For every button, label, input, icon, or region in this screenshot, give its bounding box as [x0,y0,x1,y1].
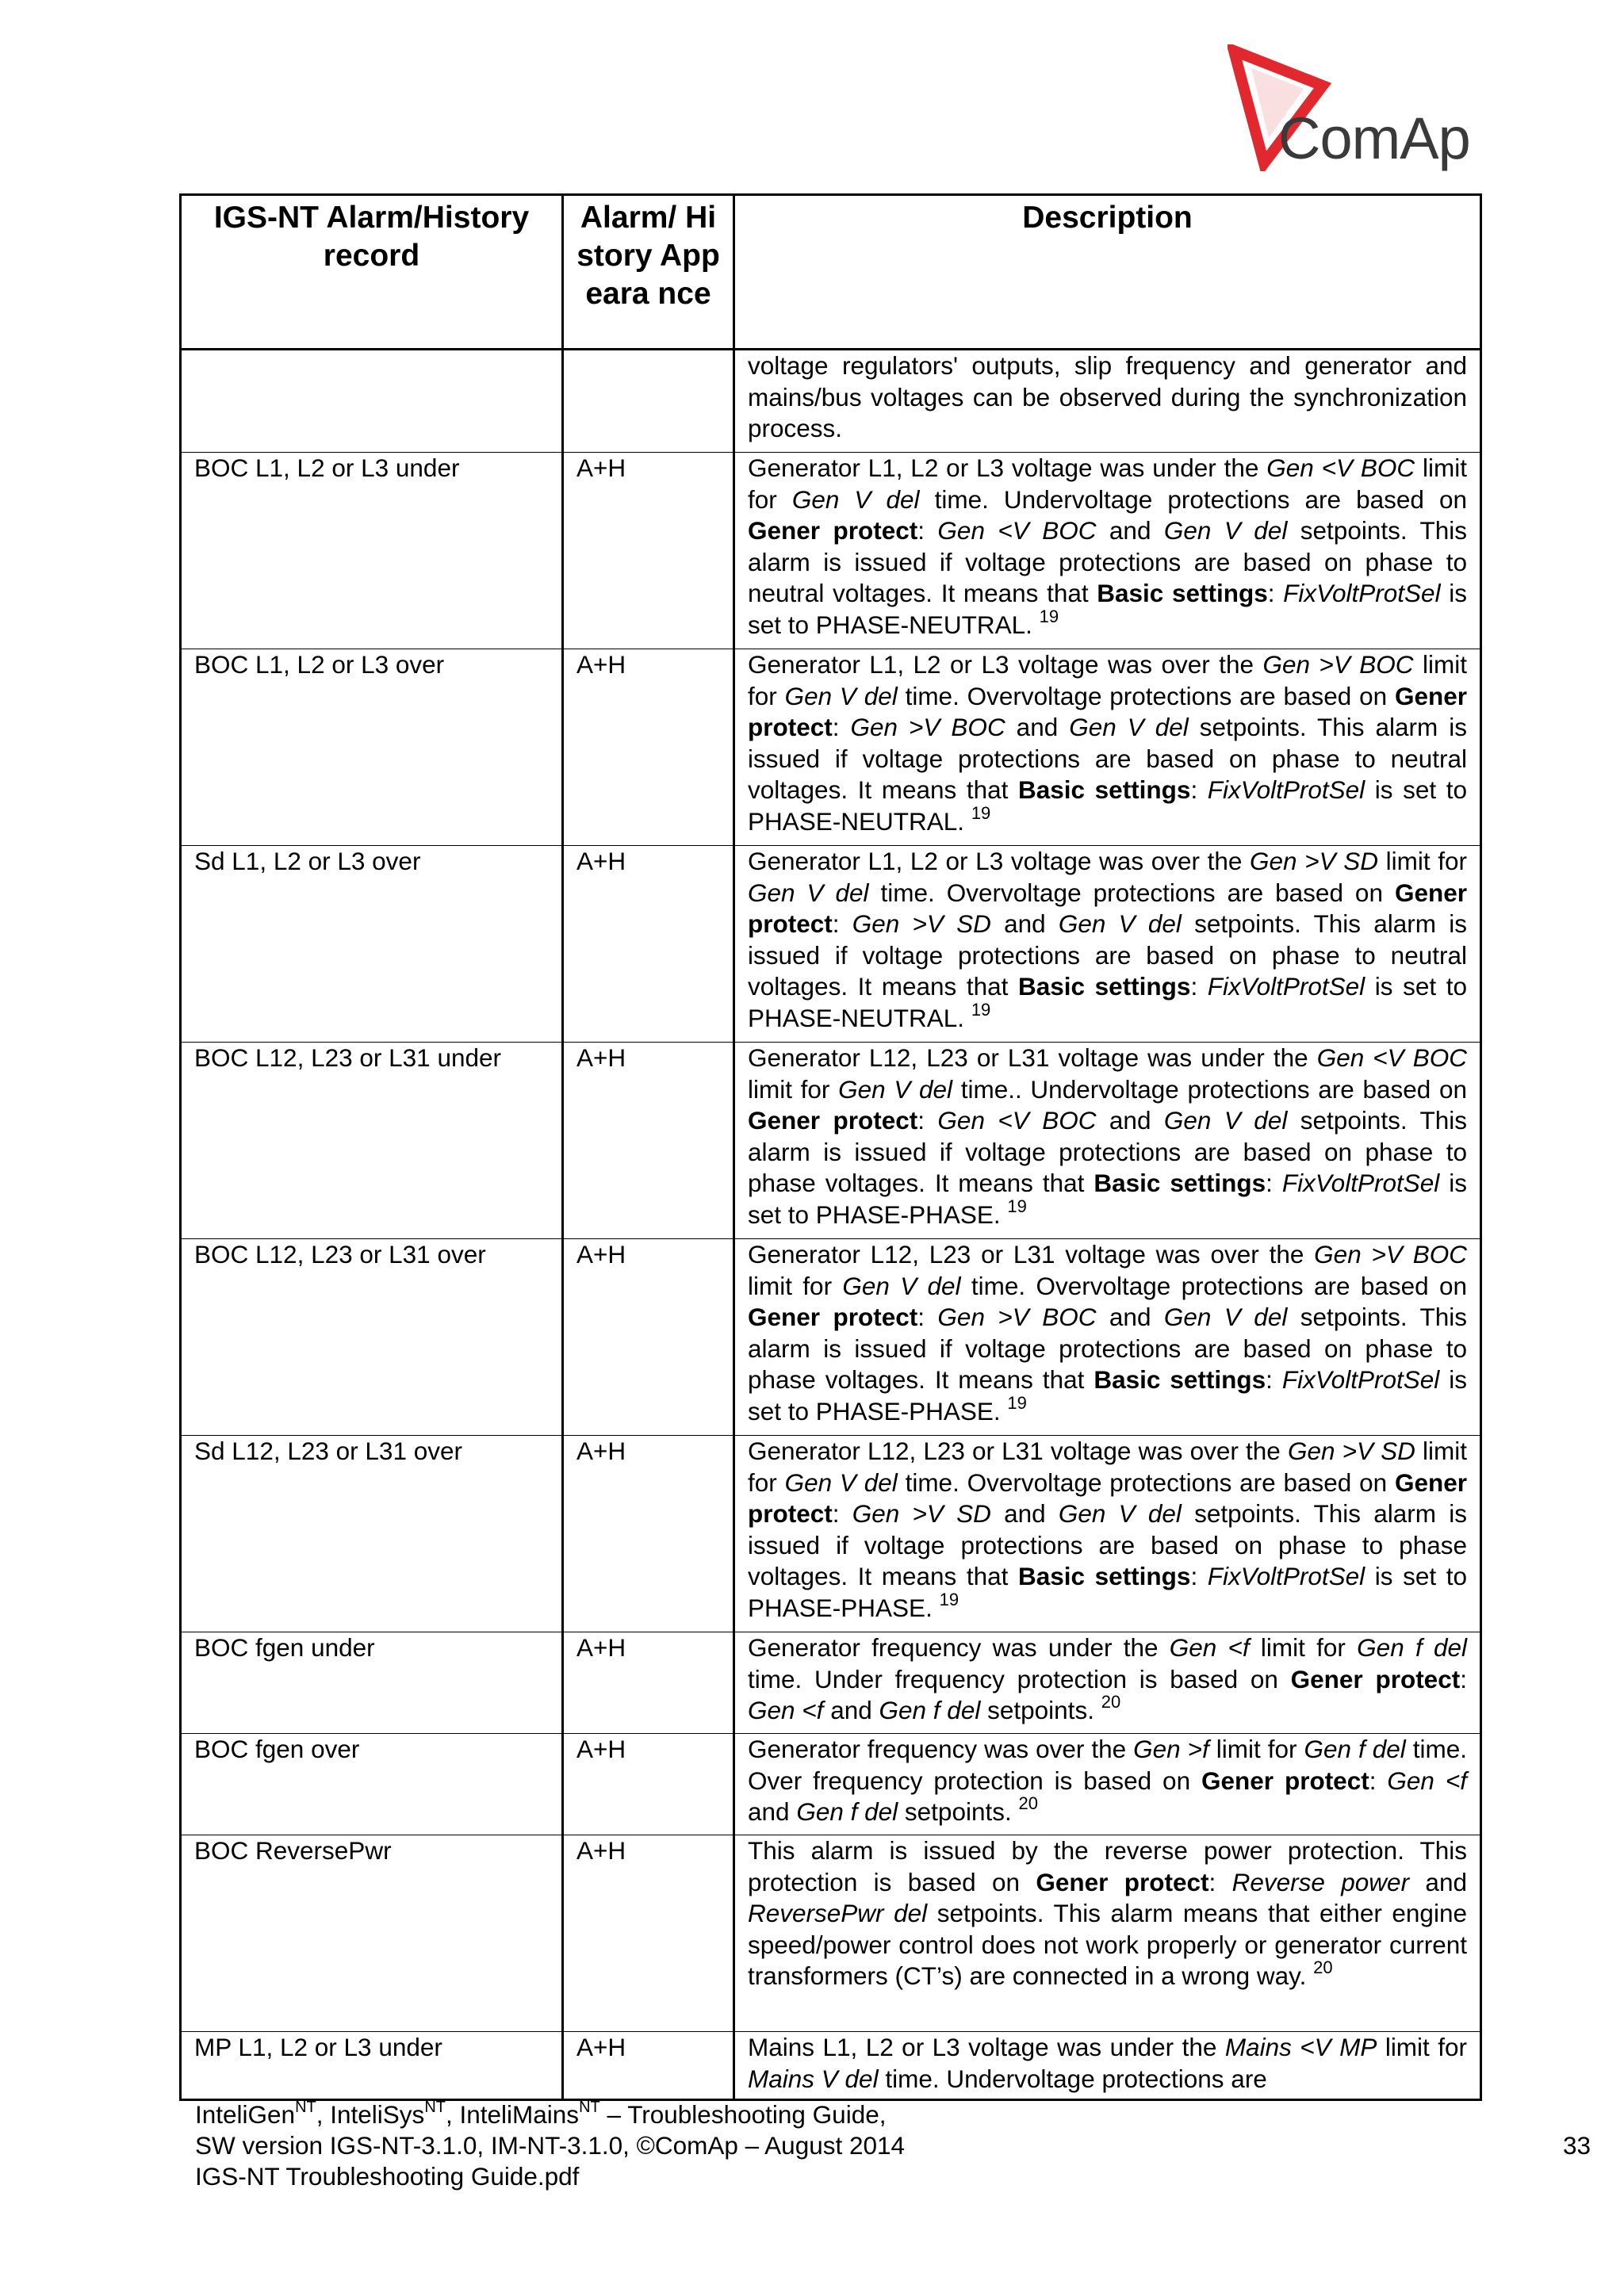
description-text: Generator L12, L23 or L31 voltage was over the [748,1240,1315,1269]
description-text: Gen >V BOC [937,1303,1097,1331]
footer-product-1: InteliGen [195,2100,296,2129]
description-text: Gen f del [879,1696,981,1724]
description-text: is set to PHASE-NEUTRAL. [748,972,1467,1032]
description-text: Gen V del [1163,1303,1288,1331]
description-cell [734,649,1481,846]
description-text: FixVoltProtSel [1207,775,1365,804]
description-text: FixVoltProtSel [1283,579,1441,607]
description-text: Gener protect [1290,1664,1461,1693]
page-number: 33 [1562,2131,1591,2160]
description-text: and [1409,1867,1467,1896]
description-text: Gen V del [784,681,898,710]
description-cell [734,453,1481,649]
appearance-cell: A+H [563,1239,734,1436]
table-row [181,1043,1481,1239]
description-text: setpoints. This alarm means that either engine speed/power control does not work properly or generator current transformers (CT’s) are connected in a wrong way. [748,1899,1467,1990]
record-cell: Sd L12, L23 or L31 over [181,1436,563,1632]
description-text: Generator frequency was over the [748,1735,1134,1763]
description-text: time. Under frequency protection is based on [748,1664,1291,1693]
description-text: time.. Undervoltage protections are based on [952,1074,1467,1104]
description-text: setpoints. [980,1696,1101,1724]
description-text: Reverse power [1231,1867,1410,1896]
description-text: Gen f del [1357,1633,1467,1662]
description-text: : [832,1499,852,1528]
appearance-cell: A+H [563,846,734,1043]
description-text: voltage regulators' outputs, slip frequency and generator and mains/bus voltages can be observed during the synchronization process. [748,351,1467,442]
description-text: Generator L1, L2 or L3 voltage was over the [748,847,1251,875]
description-text: FixVoltProtSel [1207,972,1365,1001]
description-cell [734,1835,1481,2032]
footnote-ref[interactable]: 19 [1007,1392,1027,1413]
description-text: Gen <V BOC [937,1106,1097,1135]
description-text: time. Undervoltage protections are [878,2064,1267,2093]
description-text: Basic settings [1097,579,1268,607]
description-text: setpoints. This alarm is issued if voltage protections are based on phase to neutral voltages. It means that [748,909,1467,1001]
description-text: limit for [748,650,1468,710]
footnote-ref[interactable]: 20 [1018,1793,1038,1813]
table-row [181,2032,1481,2100]
record-cell: BOC fgen over [181,1734,563,1835]
header-appearance: Alarm/ History Appeara nce [563,195,734,350]
description-text: : [1266,1169,1282,1197]
record-cell: MP L1, L2 or L3 under [181,2032,563,2100]
description-text: Gen V del [1058,909,1182,938]
appearance-cell: A+H [563,1436,734,1632]
header-description: Description [734,195,1481,350]
description-text: limit for [748,1271,843,1300]
table-row [181,1436,1481,1632]
description-text: limit for [1208,1735,1304,1763]
description-text: : [1190,775,1208,804]
description-text: Gen V del [791,484,920,514]
description-text: time. Overvoltage protections are based on [897,681,1395,710]
page-footer [195,2099,1591,2192]
description-cell [734,1436,1481,1632]
description-text: and [748,1797,797,1826]
description-text: Basic settings [1094,1169,1266,1197]
alarm-history-table [179,193,1482,2101]
description-text: setpoints. This alarm is issued if voltage protections are based on phase to neutral voltages. It means that [748,516,1467,607]
footer-guide-title: – Troubleshooting Guide, [599,2100,887,2129]
description-text: : [1190,1562,1208,1590]
appearance-cell: A+H [563,1734,734,1835]
description-text: : [1190,972,1208,1001]
description-text: setpoints. This alarm is issued if voltage protections are based on phase to phase voltages. It means that [748,1303,1467,1394]
description-text: Basic settings [1094,1365,1266,1394]
description-text: Gen <V BOC [1316,1043,1467,1072]
appearance-cell [563,350,734,453]
description-text: This alarm is issued by the reverse power protection. This protection is based on [748,1836,1467,1896]
description-text: Gen <V BOC [1266,453,1415,482]
appearance-cell: A+H [563,453,734,649]
footer-sup-1: NT [295,2099,316,2116]
description-text: time. Overvoltage protections are based on [960,1271,1467,1300]
table-row [181,1239,1481,1436]
description-text: and [1096,1303,1164,1331]
description-text: Mains <V MP [1224,2033,1377,2061]
description-text: Generator L1, L2 or L3 voltage was over the [748,650,1263,679]
description-text: time. Overvoltage protections are based on [897,1468,1395,1497]
record-cell: BOC L1, L2 or L3 over [181,649,563,846]
description-text: limit for [748,453,1467,514]
description-text: : [917,1303,938,1331]
description-cell [734,1734,1481,1835]
table-header-row [181,195,1481,350]
description-text: : [917,516,938,545]
description-text: FixVoltProtSel [1281,1365,1440,1394]
description-cell [734,1043,1481,1239]
description-text: : [832,713,851,741]
footnote-ref[interactable]: 19 [971,999,991,1020]
description-text: and [1096,516,1164,545]
appearance-cell: A+H [563,649,734,846]
description-cell [734,2032,1481,2100]
description-text: Gen V del [784,1468,898,1497]
description-text: is set to PHASE-NEUTRAL. [748,775,1467,836]
description-cell [734,846,1481,1043]
description-text: setpoints. This alarm is issued if voltage protections are based on phase to phase voltages. It means that [748,1106,1467,1197]
description-text: : [1208,1867,1232,1896]
description-text: : [1266,1365,1282,1394]
table-row [181,846,1481,1043]
description-text: Gen <f [1387,1766,1467,1795]
description-text: Gener protect [748,681,1467,741]
description-text: Gen V del [1163,516,1288,545]
appearance-cell: A+H [563,2032,734,2100]
record-cell [181,350,563,453]
description-text: setpoints. This alarm is issued if voltage protections are based on phase to neutral voltages. It means that [748,713,1467,804]
footnote-ref[interactable]: 20 [1313,1957,1333,1977]
description-text: Gen <f [1169,1633,1250,1662]
description-text: and [990,909,1059,938]
description-text: Gen >V SD [852,909,991,938]
description-text: Basic settings [1018,775,1191,804]
description-text: limit for [1377,2033,1467,2061]
appearance-cell: A+H [563,1835,734,2032]
description-text: Gen f del [796,1797,898,1826]
description-text: is set to PHASE-PHASE. [748,1562,1467,1622]
record-cell: BOC ReversePwr [181,1835,563,2032]
description-text: Generator L12, L23 or L31 voltage was under the [748,1043,1317,1072]
description-text: limit for [1249,1633,1358,1662]
description-text: and [1005,713,1070,741]
description-cell [734,1239,1481,1436]
description-text: ReversePwr del [748,1899,928,1927]
description-text: Gen V del [748,878,869,907]
description-text: and [1096,1106,1164,1135]
description-text: Gener protect [748,516,918,545]
description-text: Gen V del [842,1271,961,1300]
description-text: time. Undervoltage protections are based on [919,484,1468,514]
footnote-ref[interactable]: 19 [939,1589,959,1609]
description-text: limit for [1378,847,1468,875]
description-text: Generator L1, L2 or L3 voltage was under the [748,453,1267,482]
footer-filename-line: IGS-NT Troubleshooting Guide.pdf [195,2162,580,2191]
description-text: Basic settings [1018,1562,1191,1590]
description-text: is set to PHASE-NEUTRAL. [748,579,1467,639]
table-row [181,1835,1481,2032]
footer-product-2: , InteliSys [316,2100,425,2129]
table-row [181,1734,1481,1835]
description-text: Gen >V BOC [1262,650,1414,679]
description-text: Gener protect [1201,1766,1369,1795]
description-text: : [917,1106,938,1135]
description-text: and [990,1499,1059,1528]
description-text: : [1369,1766,1388,1795]
footnote-ref[interactable]: 19 [1007,1196,1027,1216]
description-text: Gener protect [1036,1867,1209,1896]
footer-version-line: SW version IGS-NT-3.1.0, IM-NT-3.1.0, ©ComAp – August 2014 [195,2131,906,2160]
description-text: Gen >V SD [1250,847,1378,875]
description-text: Gen V del [1058,1499,1182,1528]
record-cell: Sd L1, L2 or L3 over [181,846,563,1043]
footer-title-line [195,2099,1591,2130]
description-text: limit for [748,1437,1467,1497]
description-text: time. Overvoltage protections are based on [868,878,1395,907]
description-cell [734,1632,1481,1734]
record-cell: BOC L12, L23 or L31 over [181,1239,563,1436]
description-text: is set to PHASE-PHASE. [748,1169,1467,1229]
description-text: Mains V del [748,2064,879,2093]
comap-logo-text: ComAp [1278,105,1470,171]
description-text: Gen >V SD [852,1499,991,1528]
description-text: Gen >f [1133,1735,1209,1763]
description-text: limit for [748,1074,839,1104]
description-text: : [1267,579,1284,607]
description-text: Generator frequency was under the [748,1633,1170,1662]
description-text: setpoints. [898,1797,1019,1826]
description-text: : [832,909,852,938]
description-text: FixVoltProtSel [1281,1169,1440,1197]
description-text: Gener protect [748,1106,918,1135]
description-text: Gen >V BOC [850,713,1005,741]
description-text: Gen V del [1069,713,1189,741]
table-row [181,453,1481,649]
record-cell: BOC L12, L23 or L31 under [181,1043,563,1239]
table-row [181,1632,1481,1734]
record-cell: BOC L1, L2 or L3 under [181,453,563,649]
description-text: Gen <V BOC [937,516,1097,545]
description-text: and [823,1696,879,1724]
description-text: Gener protect [748,1468,1467,1528]
description-text: Generator L12, L23 or L31 voltage was over the [748,1437,1288,1465]
record-cell: BOC fgen under [181,1632,563,1734]
description-text: Mains L1, L2 or L3 voltage was under the [748,2033,1225,2061]
appearance-cell: A+H [563,1632,734,1734]
footer-sup-3: NT [579,2099,600,2116]
description-text: setpoints. This alarm is issued if voltage protections are based on phase to phase voltages. It means that [748,1499,1467,1590]
description-text: Basic settings [1018,972,1191,1001]
footer-sup-2: NT [424,2099,446,2116]
description-text: : [1460,1664,1467,1693]
description-text: Gen <f [748,1696,824,1724]
description-text: Gen >V BOC [1314,1240,1467,1269]
footer-product-3: , InteliMains [445,2100,580,2129]
footnote-ref[interactable]: 19 [971,802,991,823]
footnote-ref[interactable]: 20 [1101,1692,1121,1712]
description-text: is set to PHASE-PHASE. [748,1365,1467,1425]
description-text: Gen V del [1163,1106,1288,1135]
header-record: IGS-NT Alarm/History record [181,195,563,350]
description-text: Gener protect [748,1303,918,1331]
description-text: time. Over frequency protection is based on [748,1735,1467,1795]
description-text: FixVoltProtSel [1207,1562,1365,1590]
description-text: Gen >V SD [1287,1437,1415,1465]
description-text: Gen V del [838,1074,953,1104]
table-row [181,649,1481,846]
table-row [181,350,1481,453]
description-text: Gen f del [1304,1735,1406,1763]
description-cell [734,350,1481,453]
appearance-cell: A+H [563,1043,734,1239]
footnote-ref[interactable]: 19 [1039,606,1059,626]
description-text: Gener protect [748,878,1467,938]
